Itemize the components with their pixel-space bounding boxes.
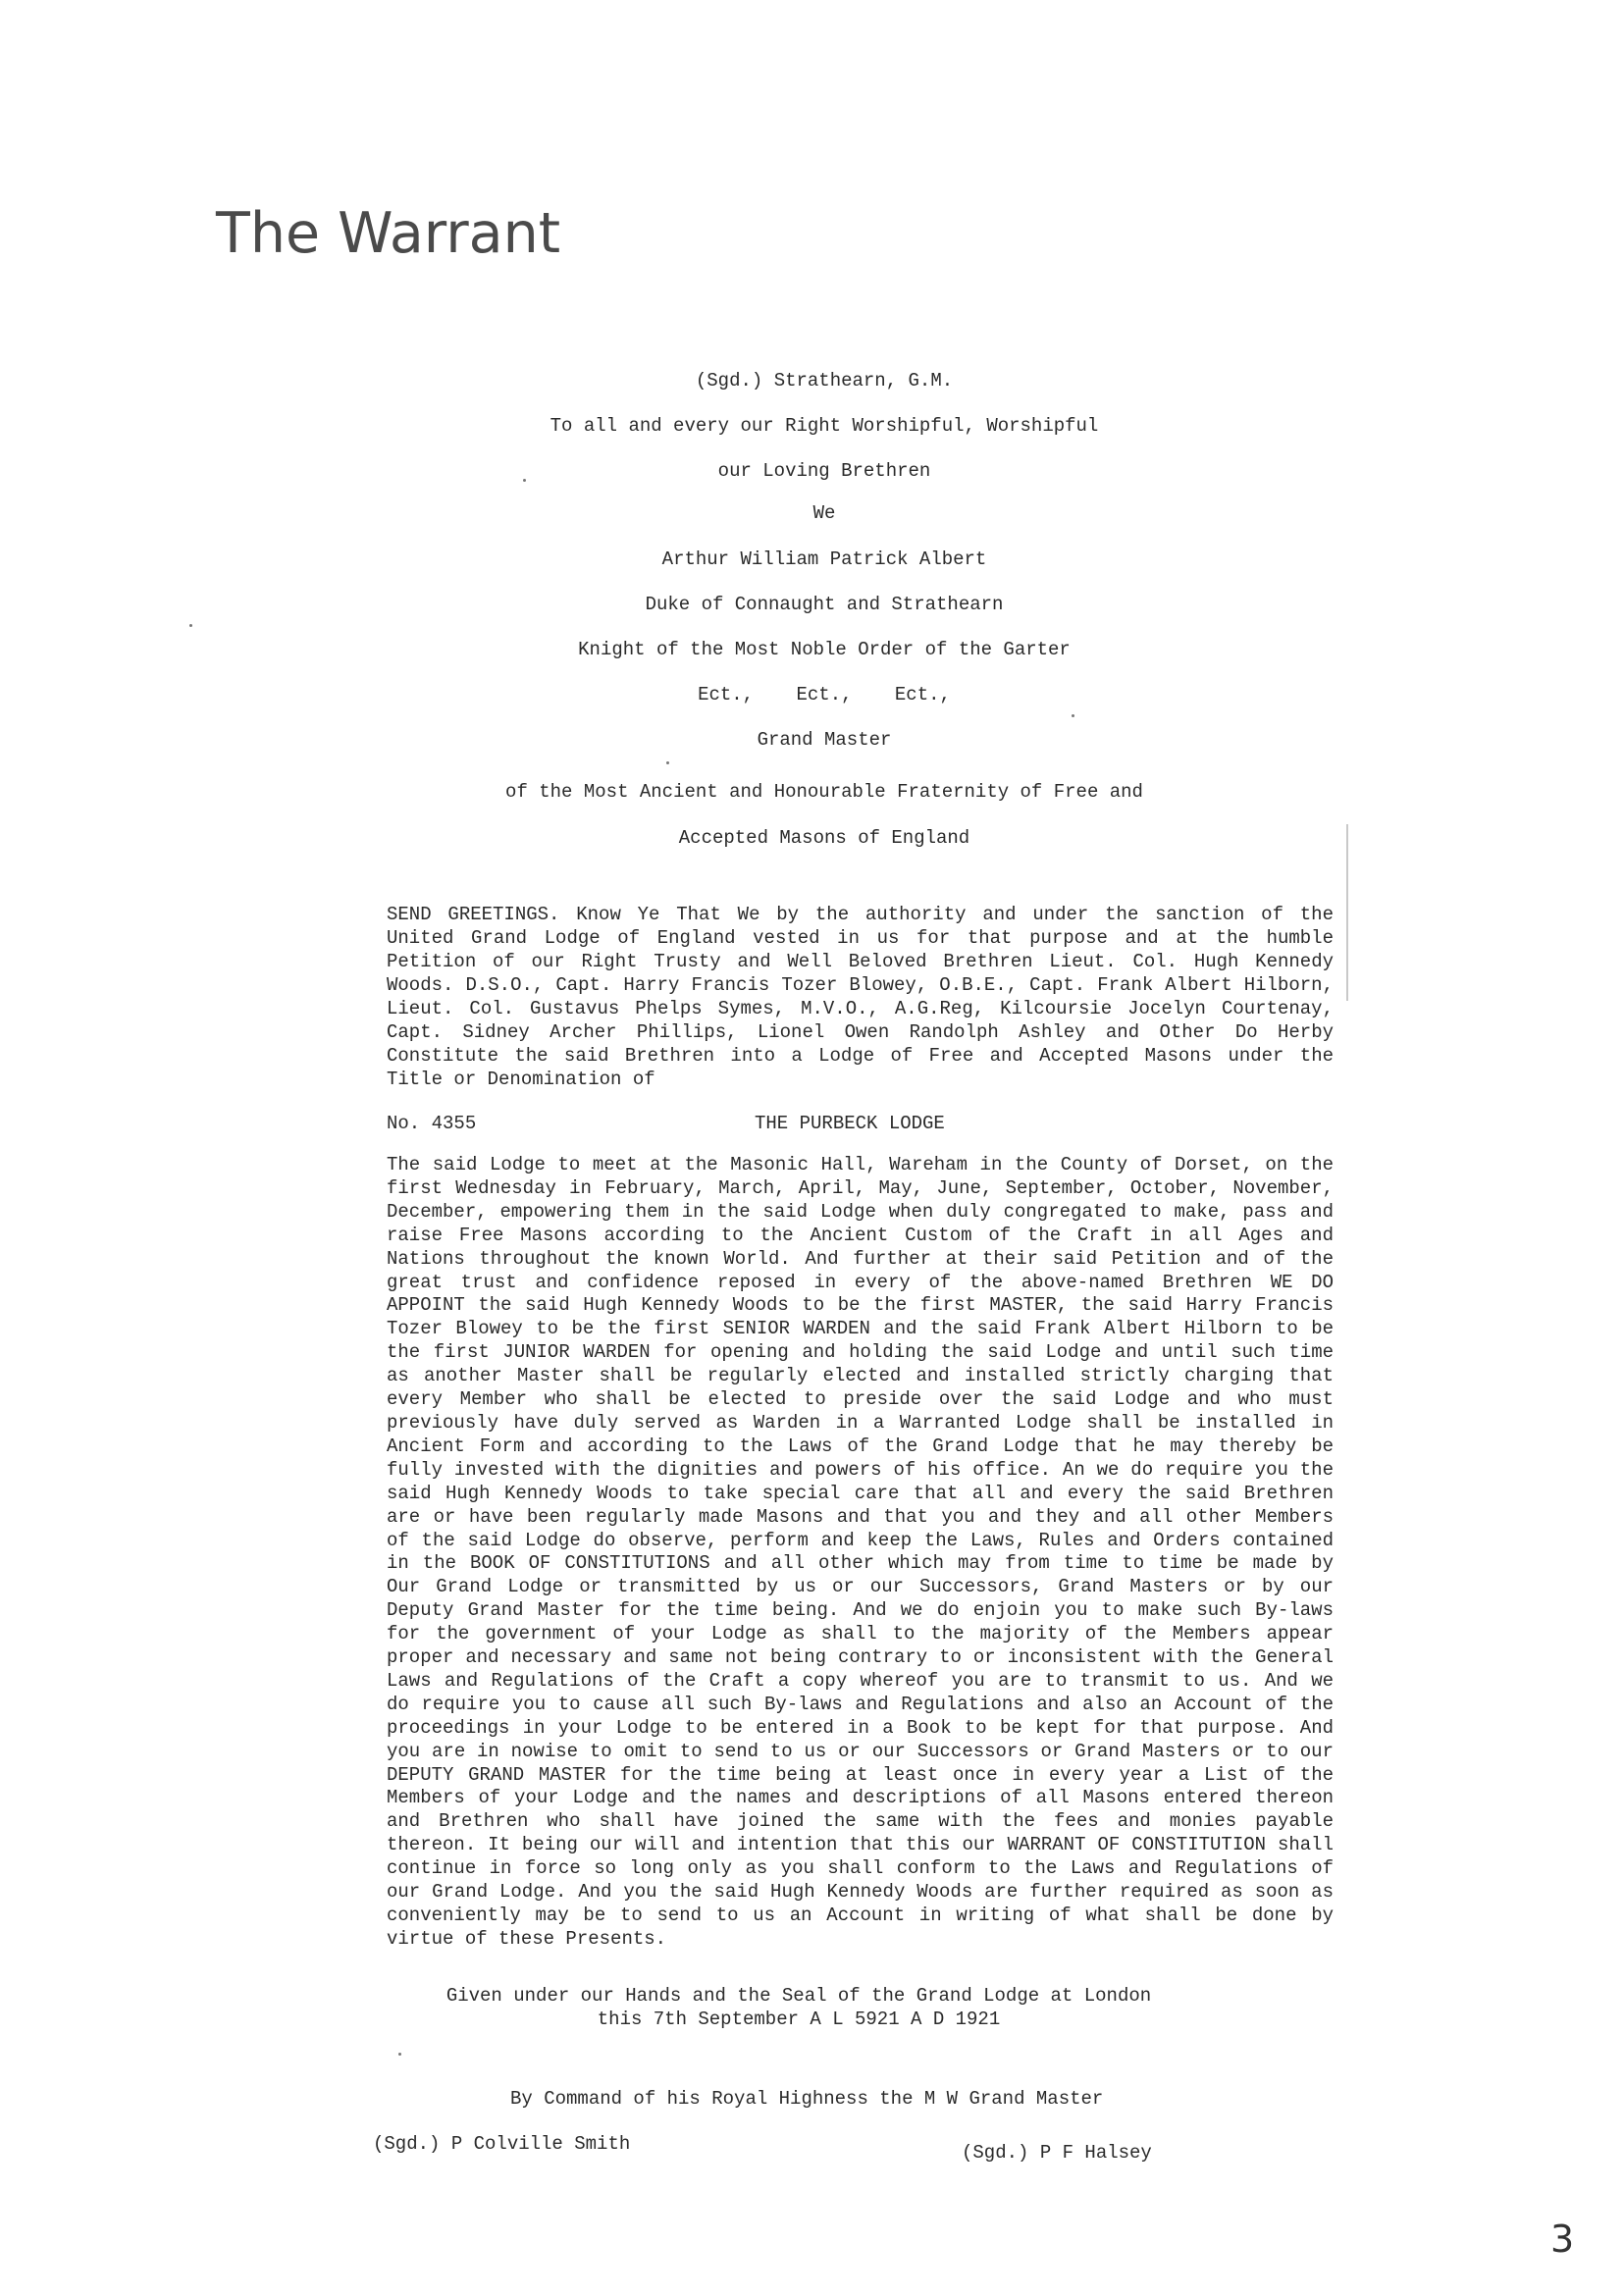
lodge-number: No. 4355	[387, 1113, 477, 1134]
fraternity-line-2: Accepted Masons of England	[678, 827, 970, 849]
ect-item: Ect.,	[796, 684, 853, 705]
given-line-1: Given under our Hands and the Seal of the Grand Lodge at London	[445, 1985, 1152, 2007]
given-under-seal	[387, 1984, 1211, 2031]
signature-left: (Sgd.) P Colville Smith	[373, 2133, 631, 2155]
address-line-1: To all and every our Right Worshipful, Worshipful	[550, 415, 1099, 437]
ect-row	[383, 685, 1266, 704]
ect-item: Ect.,	[698, 684, 755, 705]
duke-title: Duke of Connaught and Strathearn	[645, 594, 1004, 615]
warrant-body-paragraph: The said Lodge to meet at the Masonic Hall, Wareham in the County of Dorset, on the first Wednesday in February, March, April, May, June, September, October, November, December, empowering them in the said Lodge when duly congregated to make, pass and raise Free Masons according to the Ancient Custom of the Craft in all Ages and Nations throughout the known World. And further at their said Petition and of the great trust and confidence reposed in every of the above-named Brethren WE DO APPOINT the said Hugh Kennedy Woods to be the first MASTER, the said Harry Francis Tozer Blowey to be the first SENIOR WARDEN and the said Frank Albert Hilborn to be the first JUNIOR WARDEN for opening and holding the said Lodge and until such time as another Master shall be regularly elected and installed strictly charging that every Member who shall be elected to preside over the said Lodge and who must previously have duly served as Warden in a Warranted Lodge shall be installed in Ancient Form and according to the Laws of the Grand Lodge that he may thereby be fully invested with the dignities and powers of his office. An we do require you the said Hugh Kennedy Woods to take special care that all and every the said Brethren are or have been regularly made Masons and that you and they and all other Members of the said Lodge do observe, perform and keep the Laws, Rules and Orders contained in the BOOK OF CONSTITUTIONS and all other which may from time to time be made by Our Grand Lodge or transmitted by us or our Successors, Grand Masters or by our Deputy Grand Master for the time being. And we do enjoin you to make such By-laws for the government of your Lodge as shall to the majority of the Members appear proper and necessary and same not being contrary to or inconsistent with the General Laws and Regulations of the Craft a copy whereof you are to transmit to us. And we do require you to cause all such By-laws and Regulations and also an Account of the proceedings in your Lodge to be entered in a Book to be kept for that purpose. And you are in nowise to omit to send to us or our Successors or Grand Masters or to our DEPUTY GRAND MASTER for the time being at least once in every year a List of the Members of your Lodge and the names and descriptions of all Masons entered thereon and Brethren who shall have joined the same with the fees and monies payable thereon. It being our will and intention that this our WARRANT OF CONSTITUTION shall continue in force so long only as you shall conform to the Laws and Regulations of our Grand Lodge. And you the said Hugh Kennedy Woods are further required as soon as conveniently may be to send to us an Account in writing of what shall be done by virtue of these Presents.	[387, 1154, 1334, 1950]
scan-dot	[666, 761, 669, 764]
scan-dot	[398, 2053, 401, 2056]
ect-item: Ect.,	[894, 684, 951, 705]
signature-right: (Sgd.) P F Halsey	[962, 2142, 1152, 2164]
command-line: By Command of his Royal Highness the M W Grand Master	[510, 2088, 1104, 2110]
page-title: The Warrant	[216, 201, 561, 266]
scan-dot	[1072, 714, 1074, 717]
fraternity-line-1: of the Most Ancient and Honourable Fraternity of Free and	[505, 781, 1143, 803]
given-line-2: this 7th September A L 5921 A D 1921	[597, 2009, 1001, 2030]
grand-master-name: Arthur William Patrick Albert	[661, 548, 987, 570]
grand-master-signature-line: (Sgd.) Strathearn, G.M.	[695, 370, 954, 391]
address-line-2: our Loving Brethren	[717, 460, 931, 482]
scan-dot	[189, 624, 192, 627]
greetings-paragraph: SEND GREETINGS. Know Ye That We by the authority and under the sanction of the United Grand Lodge of England vested in us for that purpose and at the humble Petition of our Right Trusty and Well Beloved Brethren Lieut. Col. Hugh Kennedy Woods. D.S.O., Capt. Harry Francis Tozer Blowey, O.B.E., Capt. Frank Albert Hilborn, Lieut. Col. Gustavus Phelps Symes, M.V.O., A.G.Reg, Kilcoursie Jocelyn Courtenay, Capt. Sidney Archer Phillips, Lionel Owen Randolph Ashley and Other Do Herby Constitute the said Brethren into a Lodge of Free and Accepted Masons under the Title or Denomination of	[387, 904, 1334, 1090]
scan-dot	[523, 479, 526, 482]
scan-margin-mark	[1346, 824, 1348, 1001]
page-number: 3	[1550, 2218, 1575, 2261]
lodge-name: THE PURBECK LODGE	[755, 1113, 945, 1134]
grand-master-title: Grand Master	[757, 729, 892, 751]
knight-title: Knight of the Most Noble Order of the Garter	[578, 639, 1071, 660]
warrant-heading	[383, 371, 1266, 848]
we-line: We	[812, 502, 836, 524]
